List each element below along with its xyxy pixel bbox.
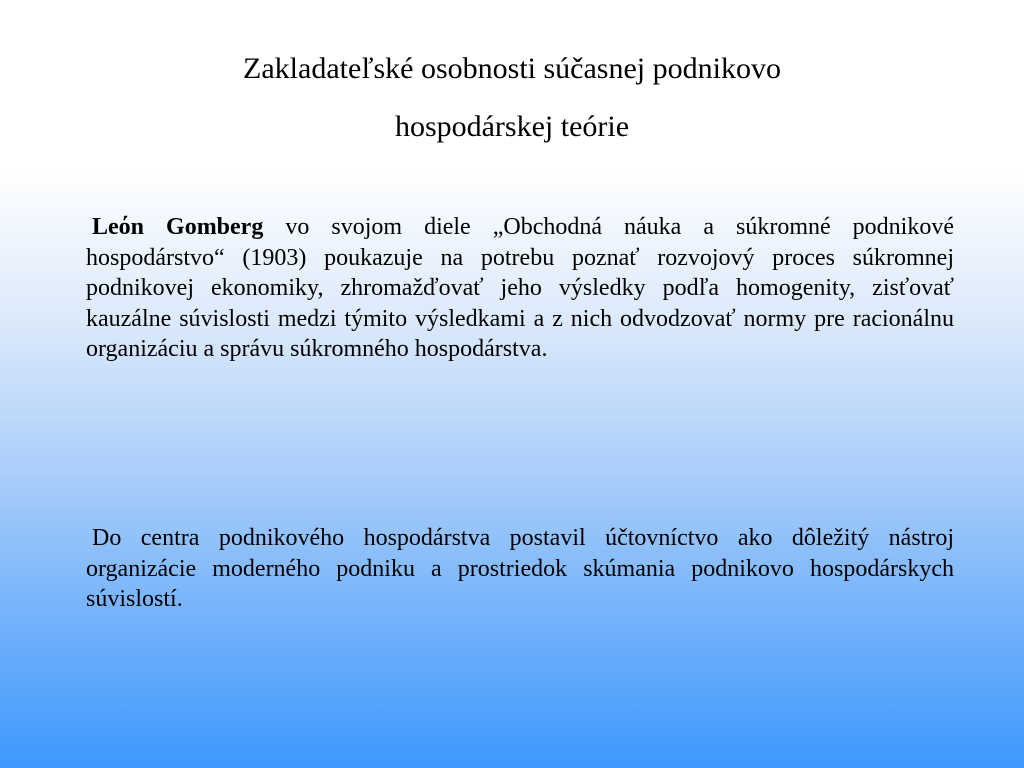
paragraph-gomberg-text: vo svojom diele „Obchodná náuka a súkromné podnikové hospodárstvo“ (1903) poukazuje na potrebu poznať rozvojový proces súkromnej podnikovej ekonomiky, zhromažďovať jeho výsledky podľa homogenity, zisťovať kauzálne súvislosti medzi týmito výsledkami a z nich odvodzovať normy pre racionálnu organizáciu a správu súkromného hospodárstva. bbox=[86, 214, 954, 362]
slide-title bbox=[100, 40, 924, 156]
paragraph-accounting-text: Do centra podnikového hospodárstva postavil účtovníctvo ako dôležitý nástroj organizácie moderného podniku a prostriedok skúmania podnikovo hospodárskych súvislostí. bbox=[86, 525, 954, 612]
author-name: Leόn Gomberg bbox=[92, 214, 264, 240]
slide-title-line-1: Zakladateľské osobnosti súčasnej podnikovo bbox=[243, 52, 781, 85]
paragraph-gomberg bbox=[86, 212, 954, 365]
paragraph-accounting bbox=[86, 523, 954, 615]
slide-title-line-2: hospodárskej teórie bbox=[394, 110, 630, 143]
